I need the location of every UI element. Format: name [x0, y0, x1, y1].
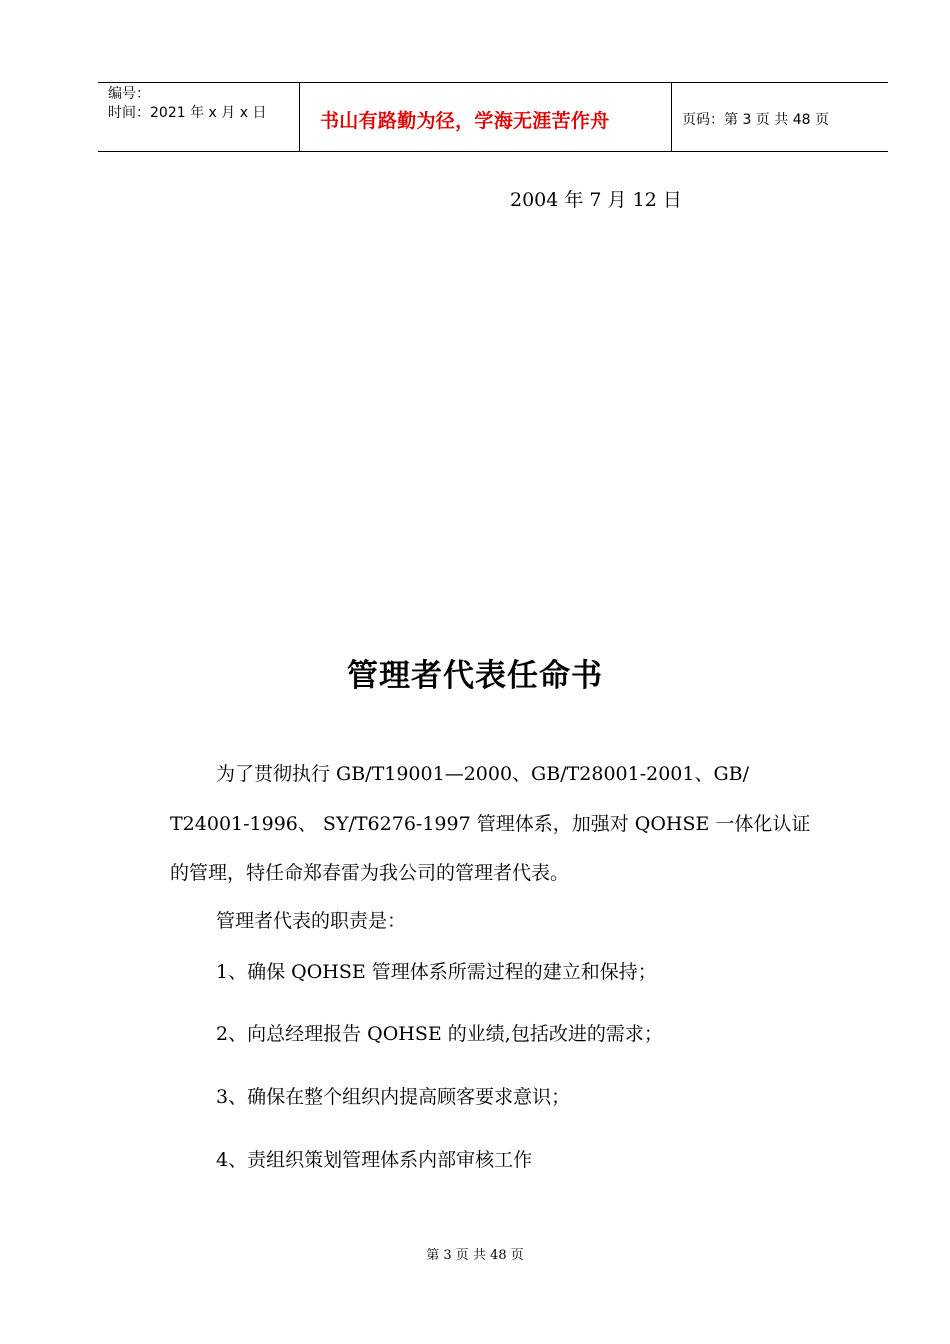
paragraph-line-2: T24001-1996、 SY/T6276-1997 管理体系，加强对 QOHSE 一体化认证	[170, 813, 811, 835]
duty-item-1: 1、确保 QOHSE 管理体系所需过程的建立和保持；	[216, 961, 657, 983]
paragraph-line-3: 的管理，特任命郑春雷为我公司的管理者代表。	[170, 862, 570, 884]
duty-item-3: 3、确保在整个组织内提高顾客要求意识；	[216, 1086, 571, 1108]
document-date: 2004 年 7 月 12 日	[510, 189, 682, 211]
header-number-label: 编号：	[108, 86, 150, 102]
header-motto: 书山有路勤为径，学海无涯苦作舟	[320, 110, 610, 132]
header-motto-cell	[300, 83, 672, 151]
page-header	[98, 82, 888, 152]
header-meta-cell	[98, 83, 300, 151]
header-page-cell	[672, 83, 888, 151]
page-footer: 第 3 页 共 48 页	[426, 1248, 524, 1263]
duties-intro: 管理者代表的职责是：	[216, 910, 407, 932]
header-page-info: 页码：第 3 页 共 48 页	[682, 112, 829, 128]
header-time-label: 时间：2021 年 x 月 x 日	[108, 105, 267, 121]
duty-item-4: 4、责组织策划管理体系内部审核工作	[216, 1149, 533, 1171]
duty-item-2: 2、向总经理报告 QOHSE 的业绩,包括改进的需求；	[216, 1023, 663, 1045]
document-title: 管理者代表任命书	[347, 658, 603, 694]
paragraph-line-1: 为了贯彻执行 GB/T19001—2000、GB/T28001-2001、GB/	[216, 763, 750, 785]
